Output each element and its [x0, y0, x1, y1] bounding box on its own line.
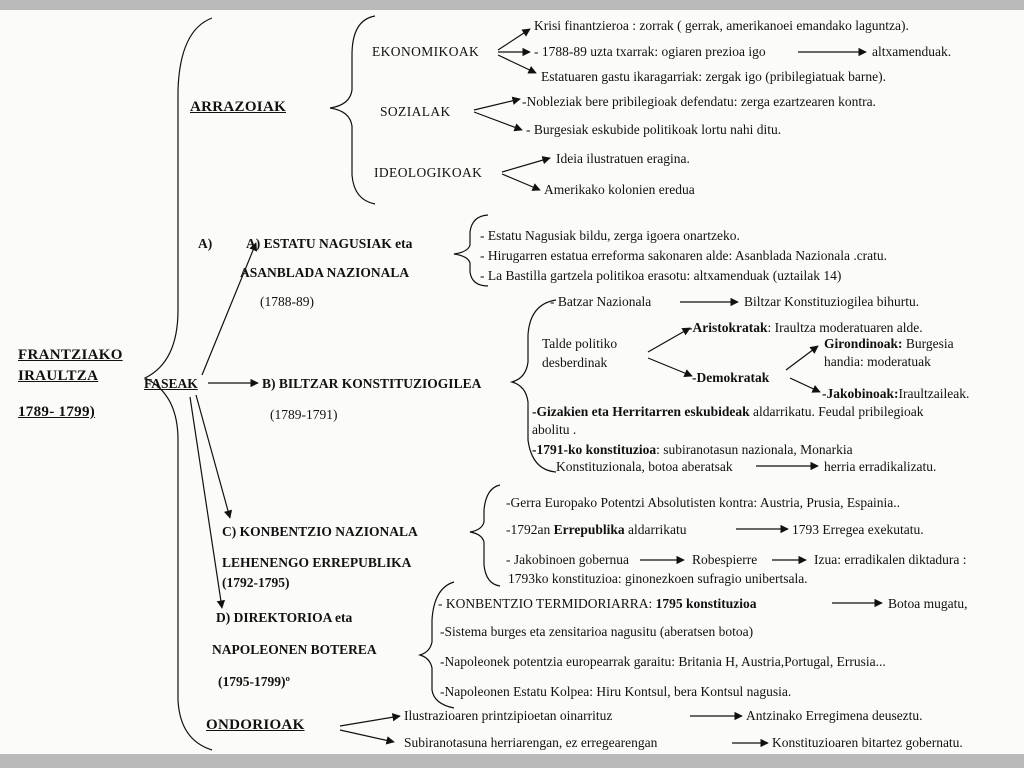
faseak-label: FASEAK	[144, 376, 198, 391]
ideologikoak-item-1: Ideia ilustratuen eragina.	[556, 151, 690, 166]
b-years: (1789-1791)	[270, 407, 338, 422]
sozialak-item-1: -Nobleziak bere pribilegioak defendatu: zerga ezartzearen kontra.	[522, 94, 876, 109]
b-demokratak: -Demokratak	[692, 370, 770, 385]
arrow-to-c	[196, 395, 230, 518]
c-item3-c: Izua: erradikalen diktadura :	[814, 552, 967, 567]
ideologikoak-item-2: Amerikako kolonien eredua	[544, 182, 695, 197]
sozialak-item-2: - Burgesiak eskubide politikoak lortu nahi ditu.	[526, 122, 782, 137]
b-jakobinoak	[822, 386, 969, 402]
arrow-to-d	[190, 397, 222, 608]
c-item2-rest: aldarrikatu	[624, 522, 687, 537]
arrow-soz-1	[474, 99, 520, 110]
a-item-1: - Estatu Nagusiak bildu, zerga igoera onartzeko.	[480, 228, 740, 243]
arrow-soz-2	[474, 112, 522, 130]
d-item1-pre: - KONBENTZIO TERMIDORIARRA:	[438, 596, 656, 611]
d-item-2: -Sistema burges eta zensitarioa nagusitu (aberatsen botoa)	[440, 624, 754, 639]
c-item-2	[506, 522, 687, 538]
b-aristo-rest: : Iraultza moderatuaren alde.	[767, 320, 923, 335]
c-item-1: -Gerra Europako Potentzi Absolutisten kontra: Austria, Prusia, Espainia..	[506, 495, 901, 510]
a-item-3: - La Bastilla gartzela politikoa erasotu: altxamenduak (uztailak 14)	[480, 268, 842, 283]
b-girondino-rest: Burgesia	[902, 336, 954, 351]
c-item3-b: Robespierre	[692, 552, 758, 567]
b-batzar-result: Biltzar Konstituziogilea bihurtu.	[744, 294, 920, 309]
b-talde-line2: desberdinak	[542, 355, 608, 370]
b-aristokratak	[688, 320, 923, 336]
d-item-3: -Napoleonek potentzia europearrak garaitu: Britania H, Austria,Portugal, Errusia...	[440, 654, 886, 669]
c-item3-a: - Jakobinoen gobernua	[506, 552, 629, 567]
b-jakobino-bold: -Jakobinoak:	[822, 386, 899, 401]
arrow-ond-2	[340, 730, 394, 742]
ekonomikoak-item-3: Estatuaren gastu ikaragarriak: zergak igo (pribilegiatuak barne).	[541, 69, 886, 84]
arrow-ideo-2	[502, 174, 540, 190]
d-title-line1: D) DIREKTORIOA eta	[216, 610, 353, 625]
b-gizakien-bold: -Gizakien eta Herritarren eskubideak	[532, 404, 750, 419]
ondorioak-item1-result: Antzinako Erregimena deuseztu.	[746, 708, 923, 723]
arrow-jakobino	[790, 378, 820, 392]
ekonomikoak-result: altxamenduak.	[872, 44, 952, 59]
arrow-ekon-3	[498, 55, 536, 73]
c-item2-bold: Errepublika	[553, 522, 625, 537]
ekonomikoak-item-1: Krisi finantzieroa : zorrak ( gerrak, amerikanoei emandako laguntza).	[534, 18, 909, 33]
title-line1: FRANTZIAKO	[18, 347, 123, 363]
a-item-2: - Hirugarren estatua erreforma sakonaren alde: Asanblada Nazionala .cratu.	[480, 248, 888, 263]
arrow-ekon-1	[498, 29, 530, 50]
b-gizakien-line2: abolitu .	[532, 422, 577, 437]
d-title-line2: NAPOLEONEN BOTEREA	[212, 642, 377, 657]
b-konstituzioa	[532, 442, 853, 458]
b-gizakien	[532, 404, 924, 420]
c-years: (1792-1795)	[222, 575, 290, 590]
c-bracket	[470, 485, 500, 586]
b-talde-line1: Talde politiko	[542, 336, 618, 351]
b-konst-bold: -1791-ko konstituzioa	[532, 442, 657, 457]
ondorioak-item-2: Subiranotasuna herriarengan, ez erregearengan	[404, 735, 658, 750]
b-konst-line2: Konstituzionala, botoa aberatsak	[556, 459, 733, 474]
arrow-to-a	[202, 243, 256, 375]
concept-map-sheet	[0, 10, 1024, 754]
c-title-line2: LEHENENGO ERREPUBLIKA	[222, 555, 412, 570]
ekonomikoak-label: EKONOMIKOAK	[372, 44, 480, 59]
arrow-demo	[648, 358, 692, 376]
b-aristo-bold: -Aristokratak	[688, 320, 768, 335]
ekonomikoak-item-2: - 1788-89 uzta txarrak: ogiaren prezioa igo	[534, 44, 766, 59]
d-item-1	[438, 596, 757, 612]
ondorioak-item2-result: Konstituzioaren bitartez gobernatu.	[772, 735, 963, 750]
arrazoiak-brace	[330, 16, 375, 204]
d-item-4: -Napoleonen Estatu Kolpea: Hiru Kontsul, bera Kontsul nagusia.	[440, 684, 792, 699]
arrow-ond-1	[340, 716, 400, 726]
b-girondino-bold: Girondinoak:	[824, 336, 903, 351]
c-item2-pre: -1792an	[506, 522, 554, 537]
sozialak-label: SOZIALAK	[380, 104, 451, 119]
c-title-line1: C) KONBENTZIO NAZIONALA	[222, 524, 418, 539]
a-years: (1788-89)	[260, 294, 314, 309]
a-title-line2: ASANBLADA NAZIONALA	[240, 265, 410, 280]
arrow-aristo	[648, 328, 690, 352]
b-batzar: - Batzar Nazionala	[550, 294, 652, 309]
arrow-ideo-1	[502, 158, 550, 172]
d-item1-bold: 1795 konstituzioa	[655, 596, 757, 611]
d-item1-result: Botoa mugatu,	[888, 596, 968, 611]
b-girondinoak	[824, 336, 954, 352]
ondorioak-heading: ONDORIOAK	[206, 717, 305, 733]
b-jakobino-rest: Iraultzaileak.	[898, 386, 970, 401]
ideologikoak-label: IDEOLOGIKOAK	[374, 165, 483, 180]
arrazoiak-heading: ARRAZOIAK	[190, 99, 287, 115]
title-years: 1789- 1799)	[18, 404, 96, 420]
b-gizakien-rest: aldarrikatu. Feudal pribilegioak	[749, 404, 924, 419]
title-line2: IRAULTZA	[18, 368, 99, 384]
d-years: (1795-1799)º	[218, 674, 290, 689]
b-konst-result: herria erradikalizatu.	[824, 459, 937, 474]
b-title: B) BILTZAR KONSTITUZIOGILEA	[262, 376, 482, 391]
a-title-line1: A) ESTATU NAGUSIAK eta	[246, 236, 413, 251]
arrow-girondino	[786, 346, 818, 370]
b-konst-rest: : subiranotasun nazionala, Monarkia	[656, 442, 853, 457]
c-item3-line2: 1793ko konstituzioa: ginonezkoen sufragio unibertsala.	[508, 571, 808, 586]
ondorioak-item-1: Ilustrazioaren printzipioetan oinarrituz	[404, 708, 613, 723]
a-marker: A)	[198, 236, 213, 251]
b-girondino-line2: handia: moderatuak	[824, 354, 931, 369]
c-item2-result: 1793 Erregea exekutatu.	[792, 522, 924, 537]
